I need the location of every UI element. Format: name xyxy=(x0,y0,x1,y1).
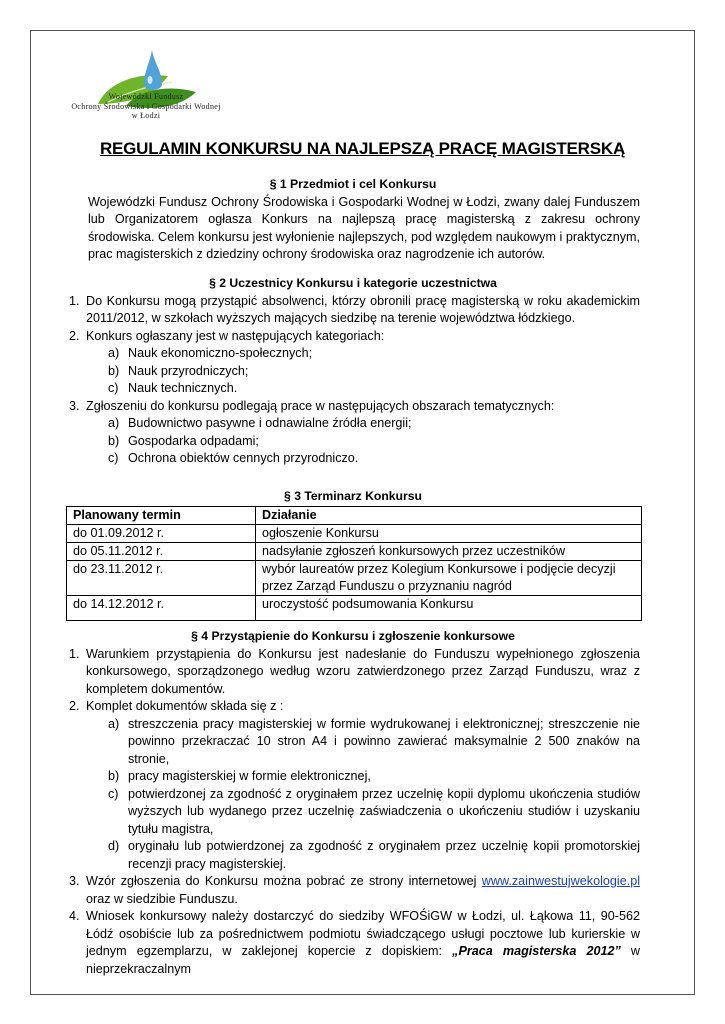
list-item: 4. Wniosek konkursowy należy dostarczyć do siedziby WFOŚiGW w Łodzi, ul. Łąkowa 11, 90-562 Łódź osobiście lub za pośrednictwem podmiotu świadczącego usługi pocztowe lub kurierskie w jednym egzemplarzu, w zaklejonej kopercie z dopiskiem: „Praca magisterska 2012” w nieprzekraczalnym xyxy=(69,909,641,976)
website-link[interactable]: www.zainwestujwekologie.pl xyxy=(481,874,640,888)
sub-item: a) Nauk ekonomiczno-społecznych; xyxy=(108,346,313,360)
date-cell: do 23.11.2012 r. xyxy=(67,561,256,596)
table-row xyxy=(67,596,642,621)
section-1 xyxy=(66,176,640,264)
list-item: 1. Warunkiem przystąpienia do Konkursu jest nadesłanie do Funduszu wypełnionego zgłoszenia konkursowego, sporządzonego według wzoru zatwierdzonego przez Zarząd Funduszu, wraz z kompletem dokumentów. xyxy=(69,646,640,696)
date-cell: do 05.11.2012 r. xyxy=(67,543,256,561)
table-row xyxy=(67,525,642,543)
column-header: Działanie xyxy=(256,507,642,525)
sub-item: c) Ochrona obiektów cennych przyrodniczo. xyxy=(108,451,359,465)
logo-line: Wojewódzki Fundusz xyxy=(108,92,184,101)
action-cell: nadsyłanie zgłoszeń konkursowych przez uczestników xyxy=(256,543,642,561)
list-item: 3. Wzór zgłoszenia do Konkursu można pobrać ze strony internetowej www.zainwestujwekologie.pl oraz w siedzibie Funduszu. xyxy=(69,874,640,906)
sub-item: c) potwierdzonej za zgodność z oryginałem przez uczelnię kopii dyplomu ukończenia studiów wyższych lub wydanego przez uczelnię zaświadczenia o ukończeniu studiów i uzyskaniu tytułu magistra, xyxy=(108,786,640,836)
date-cell: do 14.12.2012 r. xyxy=(67,596,256,621)
action-cell: uroczystość podsumowania Konkursu xyxy=(256,596,642,621)
section-2 xyxy=(66,275,640,468)
sub-item: b) Gospodarka odpadami; xyxy=(108,433,259,448)
section-heading: § 3 Terminarz Konkursu xyxy=(284,489,422,503)
list-item: 2. Konkurs ogłaszany jest w następujących kategoriach: xyxy=(69,328,385,343)
logo-text xyxy=(62,92,230,121)
list-item: 2. Komplet dokumentów składa się z : xyxy=(69,699,284,713)
list-item: 3. Zgłoszeniu do konkursu podlegają prace w następujących obszarach tematycznych: xyxy=(69,398,555,413)
sub-item: b) Nauk przyrodniczych; xyxy=(108,363,249,378)
table-header-row xyxy=(67,507,642,525)
sub-item: d) oryginału lub potwierdzonej za zgodność z oryginałem przez uczelnię kopii promotorskiej recenzji pracy magisterskiej. xyxy=(108,839,640,871)
action-cell: wybór laureatów przez Kolegium Konkursowe i podjęcie decyzji przez Zarząd Funduszu o przyznaniu nagród xyxy=(256,561,642,596)
section-4 xyxy=(66,628,640,978)
list-item: 1. Do Konkursu mogą przystąpić absolwenci, którzy obronili pracę magisterską w roku akademickim 2011/2012, w szkołach wyższych mających siedzibę na terenie województwa łódzkiego. xyxy=(69,293,640,325)
sub-item: a) Budownictwo pasywne i odnawialne źródła energii; xyxy=(108,416,412,430)
logo-line: w Łodzi xyxy=(131,111,161,120)
section-heading: § 4 Przystąpienie do Konkursu i zgłoszenie konkursowe xyxy=(191,629,515,643)
table-row xyxy=(67,543,642,561)
schedule-table xyxy=(66,506,642,621)
logo-line: Ochrony Środowiska i Gospodarki Wodnej xyxy=(71,101,221,111)
column-header: Planowany termin xyxy=(67,507,256,525)
date-cell: do 01.09.2012 r. xyxy=(67,525,256,543)
section-heading: § 2 Uczestnicy Konkursu i kategorie uczestnictwa xyxy=(209,276,497,290)
document-title: REGULAMIN KONKURSU NA NAJLEPSZĄ PRACĘ MAGISTERSKĄ xyxy=(99,139,626,158)
table-row xyxy=(67,561,642,596)
action-cell: ogłoszenie Konkursu xyxy=(256,525,642,543)
sub-item: b) pracy magisterskiej w formie elektronicznej, xyxy=(108,769,371,783)
section-heading: § 1 Przedmiot i cel Konkursu xyxy=(269,177,437,191)
sub-item: a) streszczenia pracy magisterskiej w formie wydrukowanej i elektronicznej; streszczenie nie powinno przekraczać 10 stron A4 i powinno zawierać maksymalnie 2 500 znaków na stronie, xyxy=(108,716,640,766)
section-3 xyxy=(66,488,640,506)
sub-item: c) Nauk technicznych. xyxy=(108,381,238,395)
envelope-note: „Praca magisterska 2012” xyxy=(452,944,621,958)
paragraph: Wojewódzki Fundusz Ochrony Środowiska i Gospodarki Wodnej w Łodzi, zwany dalej Funduszem lub Organizatorem ogłasza Konkurs na najlepszą pracę magisterską z zakresu ochrony środowiska. Celem konkursu jest wyłonienie najlepszych, pod względem naukowym i praktycznym, prac magisterskich z dziedziny ochrony środowiska oraz nagrodzenie ich autorów. xyxy=(88,194,640,261)
